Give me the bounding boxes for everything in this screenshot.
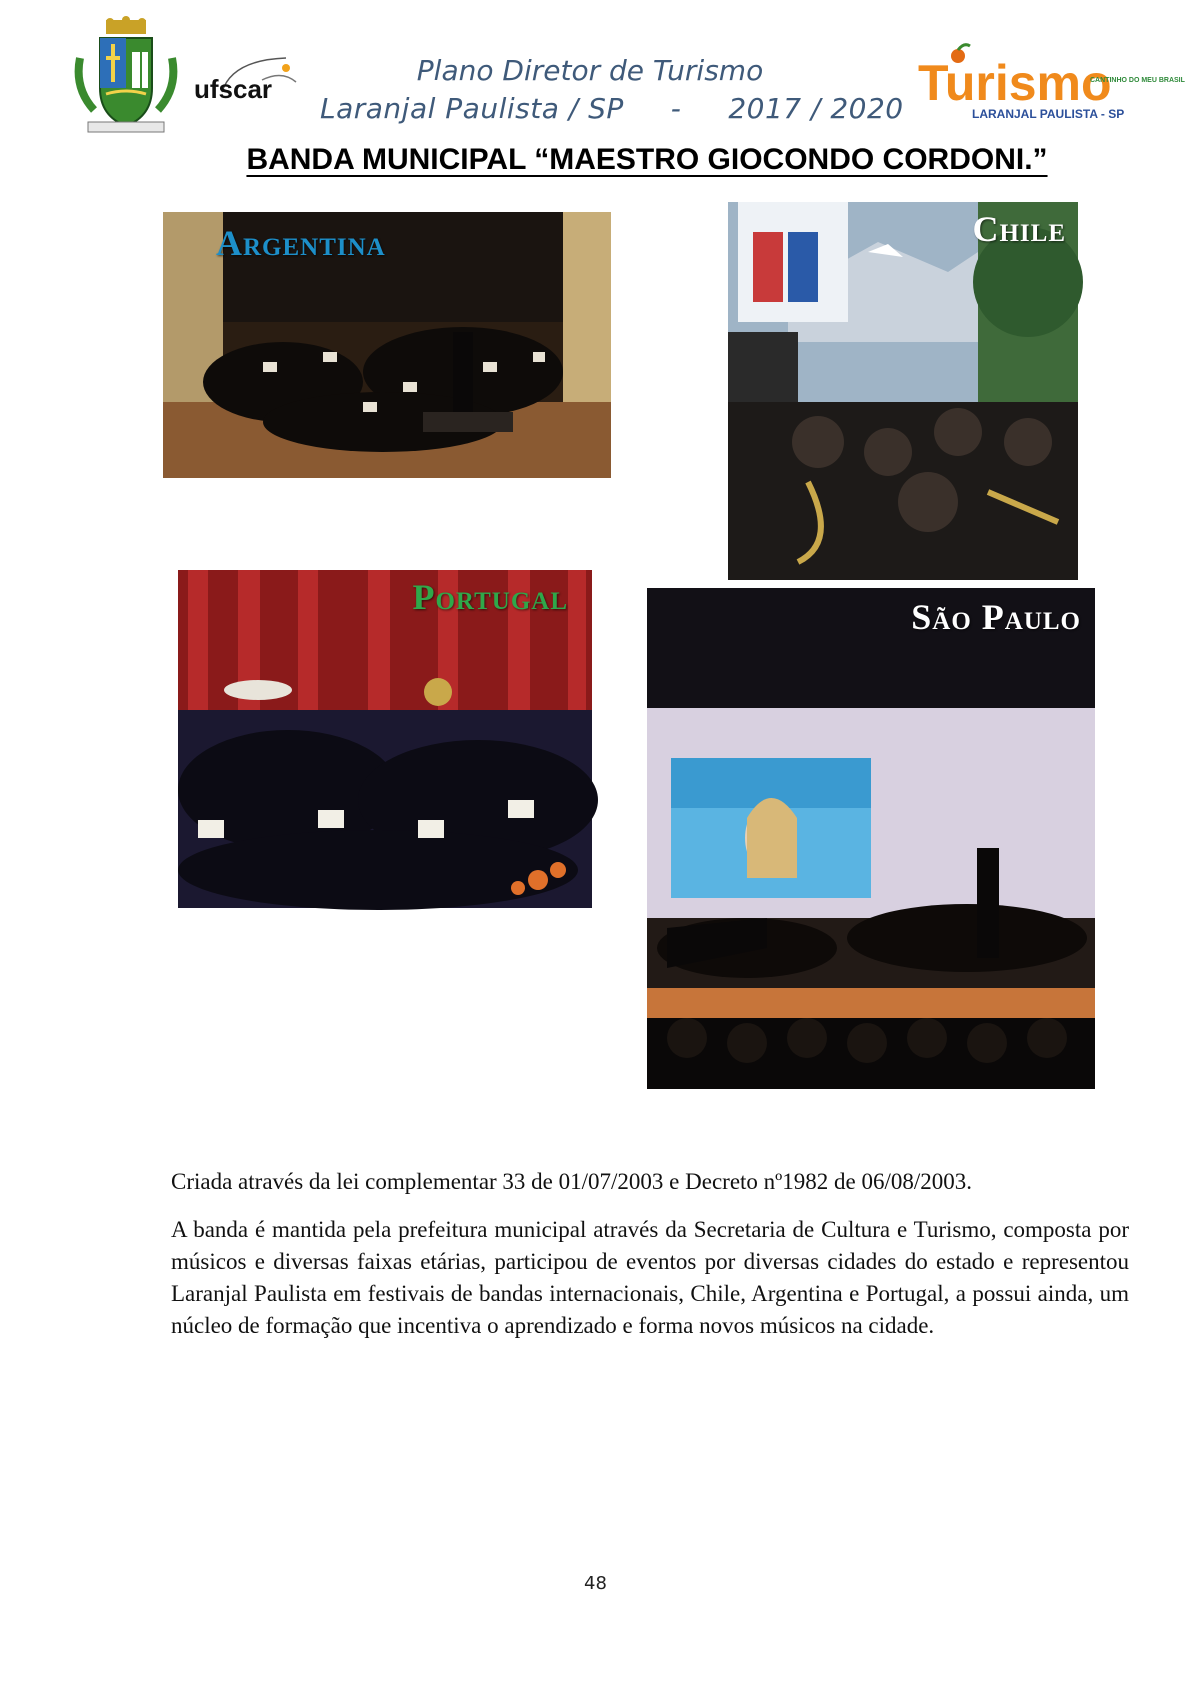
document-header-title [320, 52, 904, 128]
photo-label-chile: Chile [972, 209, 1066, 249]
photo-argentina-band [163, 212, 611, 478]
crown-icon [106, 16, 146, 34]
photo-label-portugal: Portugal [412, 577, 568, 617]
photo-label-sao-paulo: São Paulo [911, 597, 1081, 637]
turismo-logo-place: LARANJAL PAULISTA - SP [972, 107, 1125, 121]
photo-label-argentina: Argentina [216, 223, 386, 263]
page-heading: BANDA MUNICIPAL “MAESTRO GIOCONDO CORDONI.” [246, 143, 1048, 176]
header-title-line1: Plano Diretor de Turismo [416, 54, 764, 87]
turismo-logo-word: Turismo [918, 55, 1112, 111]
photo-portugal-band [178, 570, 592, 908]
ufscar-logo [192, 52, 300, 112]
header-title-line2: Laranjal Paulista / SP - 2017 / 2020 [320, 92, 904, 125]
photo-sao-paulo-band [647, 588, 1095, 1089]
turismo-logo-tagline: CANTINHO DO MEU BRASIL [1090, 77, 1185, 84]
turismo-logo [918, 42, 1185, 122]
municipal-coat-of-arms-logo [72, 18, 180, 136]
body-paragraph-2: A banda é mantida pela prefeitura municipal através da Secretaria de Cultura e Turismo, composta por músicos e diversas faixas etárias, participou de eventos por diversas cidades do estado e representou Laranjal Paulista em festivais de bandas internacionais, Chile, Argentina e Portugal, a possui ainda, um núcleo de formação que incentiva o aprendizado e forma novos músicos na cidade. [171, 1217, 1129, 1338]
body-paragraph-1: Criada através da lei complementar 33 de 01/07/2003 e Decreto nº1982 de 06/08/2003. [171, 1169, 973, 1194]
photo-chile-band [728, 202, 1078, 580]
ufscar-logo-text: ufscar [194, 74, 273, 104]
page-number: 48 [584, 1573, 607, 1594]
